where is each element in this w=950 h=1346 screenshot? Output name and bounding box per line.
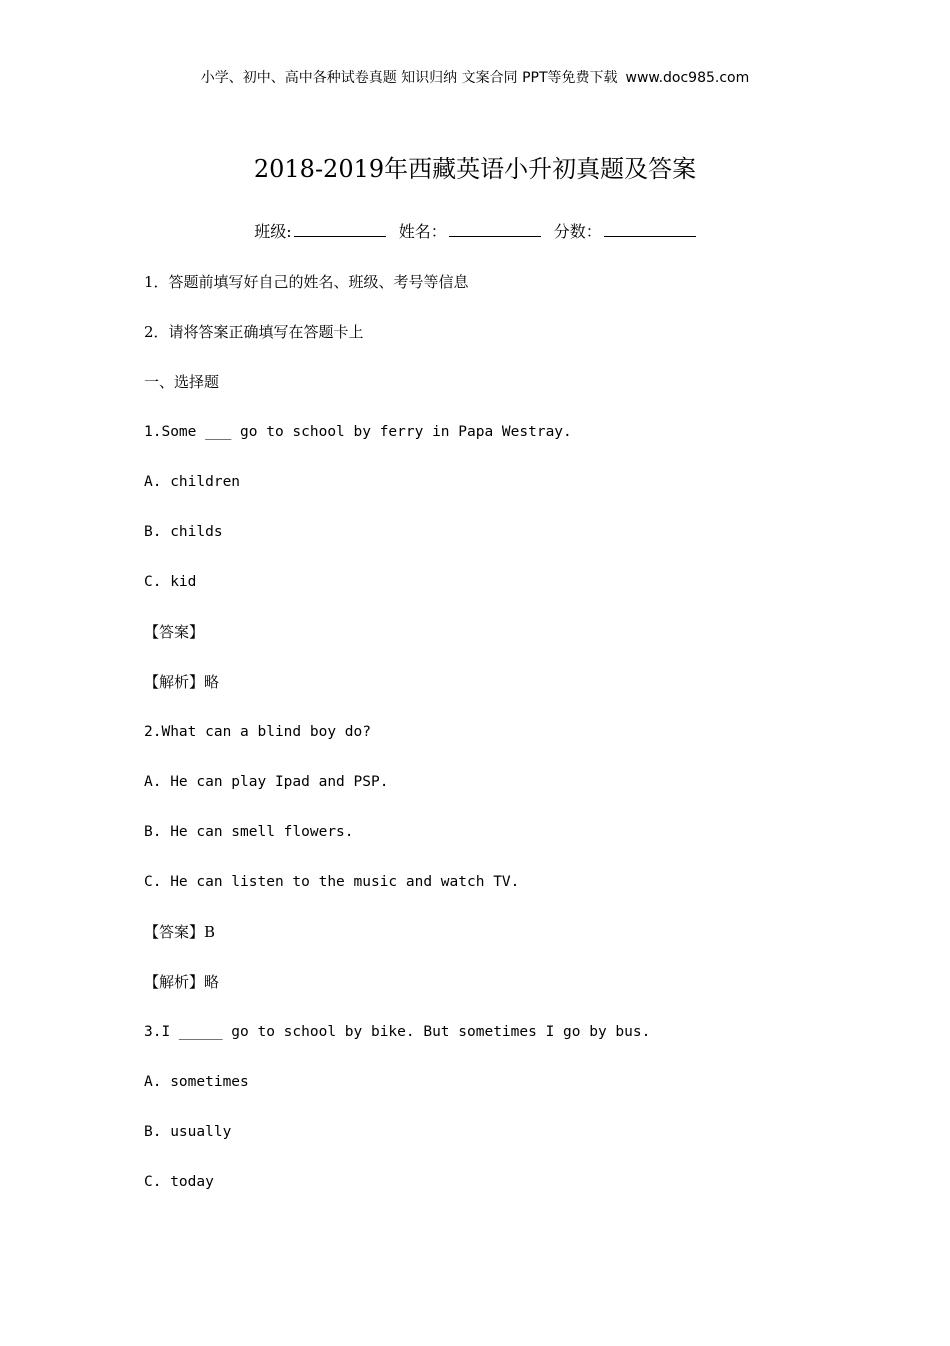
name-label: 姓名：	[398, 222, 447, 241]
score-label: 分数：	[553, 222, 602, 241]
name-blank[interactable]	[449, 220, 541, 237]
document-title: 2018-2019年西藏英语小升初真题及答案	[253, 155, 697, 183]
q2-analysis: 【解析】略	[144, 973, 220, 991]
q3-option-c: C. today	[144, 1174, 214, 1190]
header-site[interactable]: www.doc985.com	[625, 70, 750, 86]
instruction-1: 1．答题前填写好自己的姓名、班级、考号等信息	[144, 273, 469, 291]
q2-option-c: C. He can listen to the music and watch TV.	[144, 874, 520, 890]
q2-option-a: A. He can play Ipad and PSP.	[144, 774, 389, 790]
q1-analysis: 【解析】略	[144, 673, 220, 691]
q1-answer: 【答案】	[144, 623, 205, 641]
q1-option-c: C. kid	[144, 574, 197, 590]
score-blank[interactable]	[604, 220, 696, 237]
student-info-row	[0, 220, 950, 244]
q2-answer: 【答案】B	[144, 923, 216, 941]
name-field	[399, 222, 541, 241]
question-1: 1.Some ___ go to school by ferry in Papa Westray.	[144, 424, 572, 440]
question-3: 3.I _____ go to school by bike. But sometimes I go by bus.	[144, 1024, 651, 1040]
q3-option-a: A. sometimes	[144, 1074, 249, 1090]
q1-option-a: A. children	[144, 474, 241, 490]
class-blank[interactable]	[294, 220, 386, 237]
q2-option-b: B. He can smell flowers.	[144, 824, 354, 840]
class-field	[254, 222, 385, 241]
q1-option-b: B. childs	[144, 524, 223, 540]
header-text: 小学、初中、高中各种试卷真题 知识归纳 文案合同 PPT等免费下载	[200, 70, 618, 86]
class-label: 班级:	[254, 222, 292, 241]
section-heading: 一、选择题	[144, 373, 220, 391]
question-2: 2.What can a blind boy do?	[144, 724, 371, 740]
score-field	[554, 222, 696, 241]
page-header	[0, 68, 950, 88]
instruction-2: 2．请将答案正确填写在答题卡上	[144, 323, 364, 341]
q3-option-b: B. usually	[144, 1124, 232, 1140]
